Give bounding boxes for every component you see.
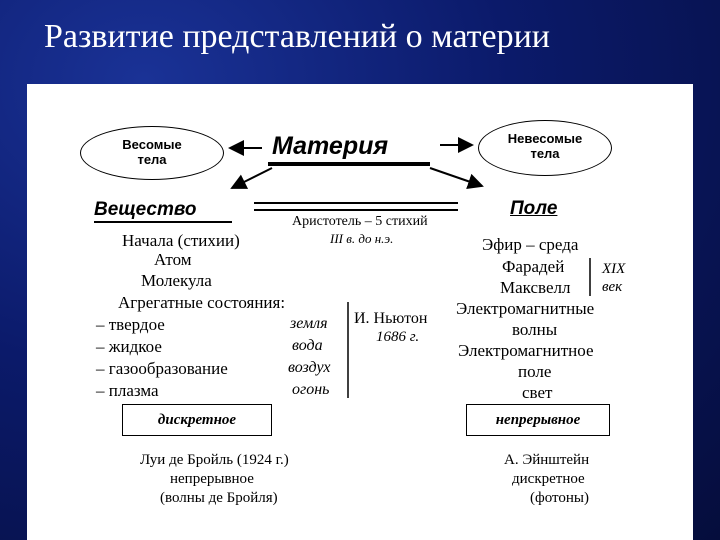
field-item-em-waves-2: волны [512, 320, 558, 339]
discrete-box [122, 404, 272, 436]
element-fire: огонь [292, 381, 330, 398]
element-air: воздух [288, 359, 331, 376]
matter-item-elements: Начала (стихии) [122, 231, 240, 250]
state-gas: – газообразование [96, 359, 228, 378]
century-word: век [602, 279, 623, 295]
century-roman: XIX [602, 261, 626, 277]
materia-heading: Материя [272, 132, 389, 160]
aristotle-label: Аристотель – 5 стихий [292, 214, 428, 229]
field-item-em-waves-1: Электромагнитные [456, 299, 595, 318]
aristotle-date: III в. до н.э. [330, 231, 394, 246]
einstein-line1: А. Эйнштейн [504, 452, 590, 468]
field-heading: Поле [510, 198, 558, 219]
heavy-bodies-ellipse [80, 126, 224, 180]
field-item-faraday: Фарадей [502, 257, 565, 276]
field-item-ether: Эфир – среда [482, 235, 579, 254]
state-liquid: – жидкое [96, 337, 162, 356]
continuous-box [466, 404, 610, 436]
newton-year: 1686 г. [376, 329, 420, 345]
element-earth: земля [290, 315, 328, 332]
newton-label: И. Ньютон [354, 310, 428, 327]
einstein-line2: дискретное [512, 471, 585, 487]
field-item-light: свет [522, 383, 553, 402]
heavy-bodies-line2: тела [137, 152, 167, 167]
state-plasma: – плазма [96, 381, 159, 400]
einstein-line3: (фотоны) [530, 490, 589, 506]
debroglie-line2: непрерывное [170, 471, 254, 487]
arrow-to-substance [232, 168, 272, 188]
state-solid: – твердое [96, 315, 165, 334]
debroglie-line1: Луи де Бройль (1924 г.) [140, 452, 289, 468]
element-water: вода [292, 337, 323, 354]
page-title: Развитие представлений о материи [44, 18, 550, 55]
substance-heading: Вещество [94, 199, 197, 220]
field-item-em-field-2: поле [518, 362, 552, 381]
heavy-bodies-line1: Весомые [122, 137, 182, 152]
weightless-bodies-line1: Невесомые [507, 131, 583, 146]
continuous-label: непрерывное [495, 412, 581, 428]
matter-item-molecule: Молекула [141, 271, 212, 290]
field-item-maxwell: Максвелл [500, 278, 571, 297]
weightless-bodies-line2: тела [530, 146, 560, 161]
matter-item-atom: Атом [154, 250, 192, 269]
debroglie-line3: (волны де Бройля) [160, 490, 278, 506]
field-item-em-field-1: Электромагнитное [458, 341, 594, 360]
arrow-to-field [430, 168, 482, 186]
discrete-label: дискретное [157, 412, 237, 428]
matter-item-states: Агрегатные состояния: [118, 293, 286, 312]
weightless-bodies-ellipse [478, 120, 612, 176]
